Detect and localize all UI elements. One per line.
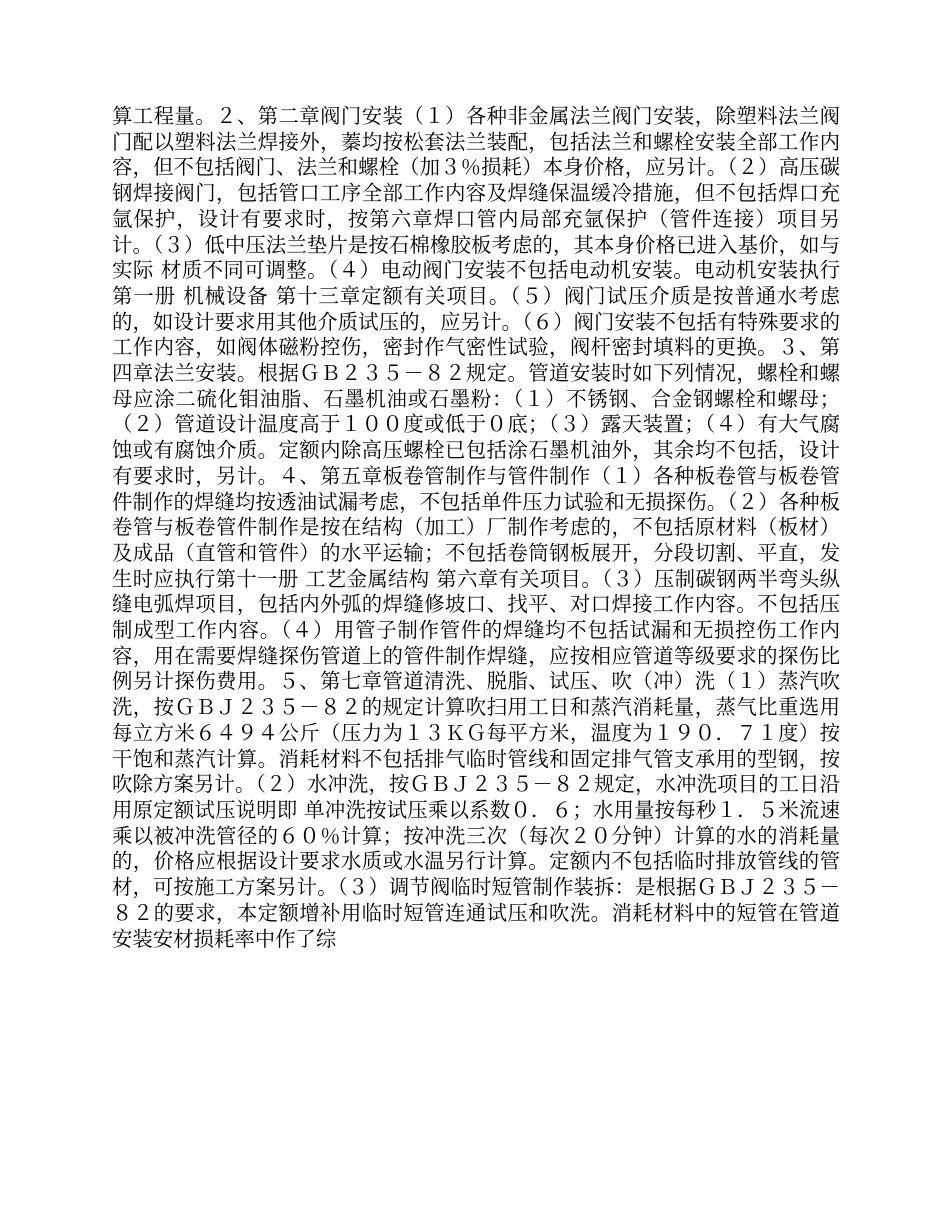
body-paragraph: 算工程量。２、第二章阀门安装（１）各种非金属法兰阀门安装，除塑料法兰阀门配以塑料法兰焊接外，蓁均按松套法兰装配，包括法兰和螺栓安装全部工作内容，但不包括阀门、法兰和螺栓（加３％损耗）本身价格，应另计。（２）高压碳钢焊接阀门，包括管口工序全部工作内容及焊缝保温缓冷措施，但不包括焊口充氩保护，设计有要求时，按第六章焊口管内局部充氩保护（管件连接）项目另计。（３）低中压法兰垫片是按石棉橡胶板考虑的，其本身价格已进入基价，如与实际 材质不同可调整。（４）电动阀门安装不包括电动机安装。电动机安装执行第一册 机械设备 第十三章定额有关项目。（５）阀门试压介质是按普通水考虑的，如设计要求用其他介质试压的，应另计。（６）阀门安装不包括有特殊要求的工作内容，如阀体磁粉控伤，密封作气密性试验，阀杆密封填料的更换。３、第四章法兰安装。根据ＧＢ２３５－８２规定。管道安装时如下列情况，螺栓和螺母应涂二硫化钼油脂、石墨机油或石墨粉：（１）不锈钢、合金钢螺栓和螺母；（２）管道设计温度高于１００度或低于０底；（３）露天装置；（４）有大气腐蚀或有腐蚀介质。定额内除高压螺栓已包括涂石墨机油外，其余均不包括，设计有要求时，另计。４、第五章板卷管制作与管件制作（１）各种板卷管与板卷管件制作的焊缝均按透油试漏考虑，不包括单件压力试验和无损探伤。（２）各种板卷管与板卷管件制作是按在结构（加工）厂制作考虑的，不包括原材料（板材）及成品（直管和管件）的水平运输；不包括卷筒钢板展开，分段切割、平直，发生时应执行第十一册 工艺金属结构 第六章有关项目。（３）压制碳钢两半弯头纵缝电弧焊项目，包括内外弧的焊缝修坡口、找平、对口焊接工作内容。不包括压制成型工作内容。（４）用管子制作管件的焊缝均不包括试漏和无损控伤工作内容，用在需要焊缝探伤管道上的管件制作焊缝，应按相应管道等级要求的探伤比例另计探伤费用。５、第七章管道清洗、脱脂、试压、吹（冲）洗（１）蒸汽吹洗，按ＧＢＪ２３５－８２的规定计算吹扫用工日和蒸汽消耗量，蒸气比重选用每立方米６４９４公斤（压力为１３ＫＧ每平方米，温度为１９０．７１度）按干饱和蒸汽计算。消耗材料不包括排气临时管线和固定排气管支承用的型钢，按吹除方案另计。（２）水冲洗，按ＧＢＪ２３５－８２规定，水冲洗项目的工日沿用原定额试压说明即 单冲洗按试压乘以系数０．６；水用量按每秒１．５米流速乘以被冲洗管径的６０％计算；按冲洗三次（每次２０分钟）计算的水的消耗量的，价格应根据设计要求水质或水温另行计算。定额内不包括临时排放管线的管材，可按施工方案另计。（３）调节阀临时短管制作装拆：是根据ＧＢＪ２３５－８２的要求，本定额增补用临时短管连通试压和吹洗。消耗材料中的短管在管道安装安材损耗率中作了综: [112, 104, 840, 951]
